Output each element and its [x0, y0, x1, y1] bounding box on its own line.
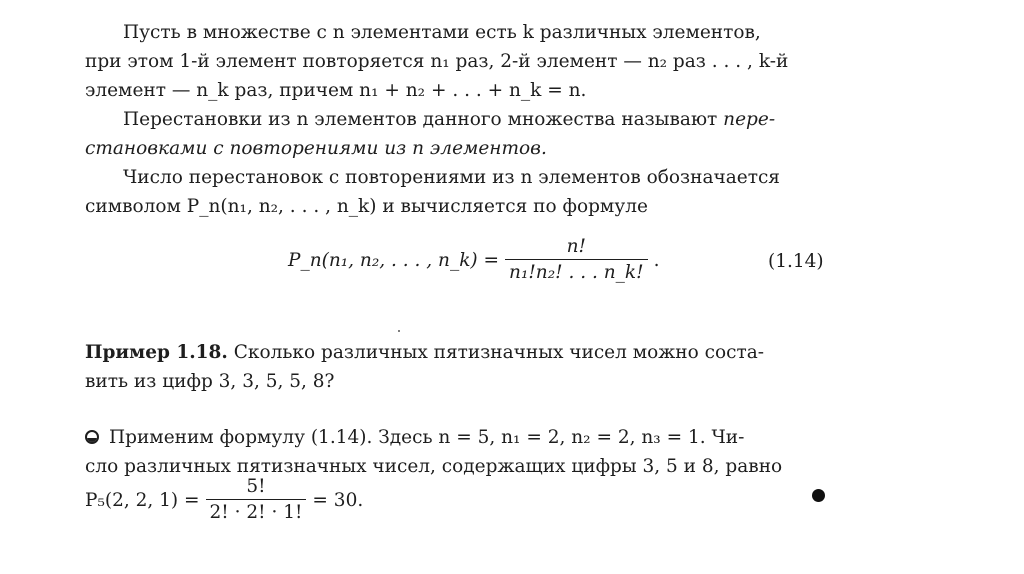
paragraph-2-line-1-text: Перестановки из n элементов данного множества называют	[123, 109, 724, 130]
term-definition-part-2: становками с повторениями из n элементов.	[85, 138, 547, 159]
solution-line-2: сло различных пятизначных чисел, содержащих цифры 3, 5 и 8, равно	[85, 456, 783, 477]
term-definition-part-1: пере-	[723, 109, 776, 130]
paragraph-1-line-2: при этом 1-й элемент повторяется n₁ раз, 2-й элемент — n₂ раз . . . , k-й	[85, 51, 789, 72]
solution-lhs: P₅(2, 2, 1) =	[85, 489, 200, 511]
formula-tail: .	[653, 249, 660, 271]
formula-denominator: n₁!n₂! . . . n_k!	[505, 259, 648, 284]
speck-mark	[398, 330, 400, 332]
formula-permutations-with-repetition	[288, 236, 659, 284]
example-line-1	[85, 341, 764, 365]
solution-numerator: 5!	[246, 476, 266, 497]
paragraph-3-line-2: символом P_n(n₁, n₂, . . . , n_k) и вычисляется по формуле	[85, 196, 648, 217]
paragraph-1-line-1: Пусть в множестве с n элементами есть k различных элементов,	[123, 22, 761, 43]
solution-denominator: 2! · 2! · 1!	[206, 499, 307, 524]
paragraph-1-line-3: элемент — n_k раз, причем n₁ + n₂ + . . . + n_k = n.	[85, 80, 587, 101]
formula-fraction	[505, 236, 648, 284]
example-line-2: вить из цифр 3, 3, 5, 5, 8?	[85, 371, 335, 392]
solution-result: = 30.	[312, 489, 364, 511]
equation-number: (1.14)	[768, 251, 824, 272]
paragraph-2-line-1	[123, 108, 775, 132]
formula-lhs: P_n(n₁, n₂, . . . , n_k) =	[288, 249, 500, 271]
formula-numerator: n!	[566, 236, 586, 257]
paragraph-3-line-1: Число перестановок с повторениями из n элементов обозначается	[123, 167, 780, 188]
solution-formula	[85, 476, 363, 524]
example-text-1: Сколько различных пятизначных чисел можно соста-	[233, 342, 765, 363]
end-of-solution-icon	[812, 489, 825, 502]
solution-start-icon	[85, 430, 99, 444]
solution-fraction	[206, 476, 307, 524]
example-label: Пример 1.18.	[85, 342, 228, 363]
solution-line-1	[85, 426, 744, 450]
solution-text-1: Применим формулу (1.14). Здесь n = 5, n₁ = 2, n₂ = 2, n₃ = 1. Чи-	[109, 427, 745, 448]
